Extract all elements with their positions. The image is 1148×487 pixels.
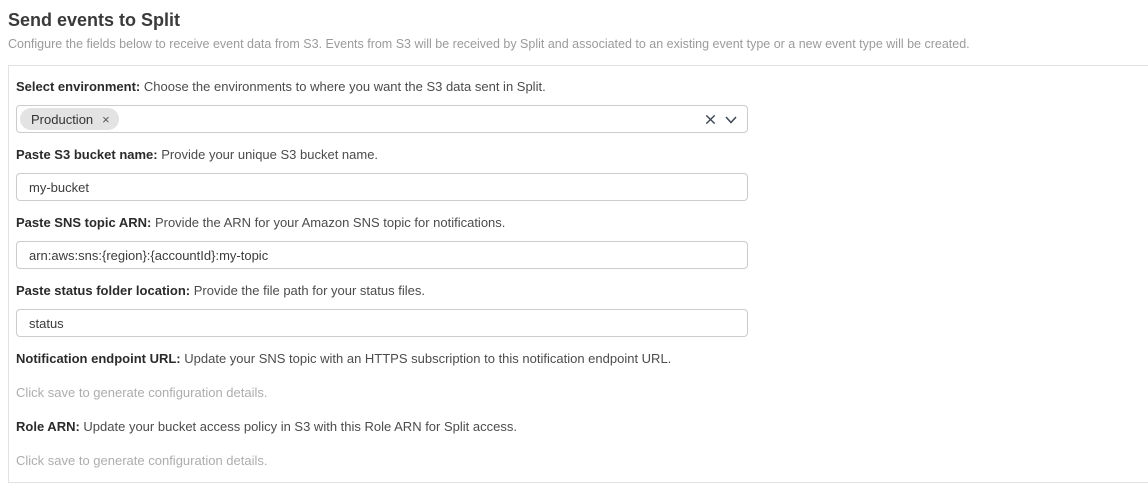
environment-description: Choose the environments to where you want the S3 data sent in Split. [143,79,546,94]
status-folder-label [16,283,1148,299]
bucket-input[interactable] [16,173,748,201]
sns-arn-input[interactable] [16,241,748,269]
environment-field [16,79,1148,133]
sns-field [16,215,1148,269]
bucket-label [16,147,1148,163]
status-folder-description: Provide the file path for your status files. [193,283,425,298]
sns-label-text: Paste SNS topic ARN: [16,215,152,230]
configuration-panel [8,65,1148,483]
environment-multiselect[interactable] [16,105,748,133]
role-arn-label [16,419,1148,435]
endpoint-url-description: Update your SNS topic with an HTTPS subscription to this notification endpoint URL. [184,351,672,366]
status-folder-field [16,283,1148,337]
page-title: Send events to Split [8,10,181,30]
endpoint-url-field [16,351,1148,401]
bucket-field [16,147,1148,201]
status-folder-input[interactable] [16,309,748,337]
environment-tag [20,108,119,130]
endpoint-url-label [16,351,1148,367]
bucket-label-text: Paste S3 bucket name: [16,147,158,162]
endpoint-url-label-text: Notification endpoint URL: [16,351,181,366]
sns-description: Provide the ARN for your Amazon SNS topic for notifications. [154,215,506,230]
multiselect-icons [704,113,738,126]
tag-remove-icon[interactable]: × [102,111,110,127]
clear-x-icon[interactable] [704,113,717,126]
page-header [0,0,1148,52]
role-arn-note: Click save to generate configuration details. [16,453,268,468]
role-arn-label-text: Role ARN: [16,419,80,434]
role-arn-description: Update your bucket access policy in S3 with this Role ARN for Split access. [83,419,517,434]
role-arn-field [16,419,1148,469]
environment-label [16,79,1148,95]
environment-tag-label: Production [31,111,94,127]
sns-label [16,215,1148,231]
environment-label-text: Select environment: [16,79,141,94]
endpoint-url-note: Click save to generate configuration details. [16,385,268,400]
bucket-description: Provide your unique S3 bucket name. [161,147,379,162]
status-folder-label-text: Paste status folder location: [16,283,191,298]
page-subtitle: Configure the fields below to receive event data from S3. Events from S3 will be received by Split and associated to an existing event type or a new event type will be created. [8,37,970,51]
chevron-down-icon[interactable] [724,113,738,126]
